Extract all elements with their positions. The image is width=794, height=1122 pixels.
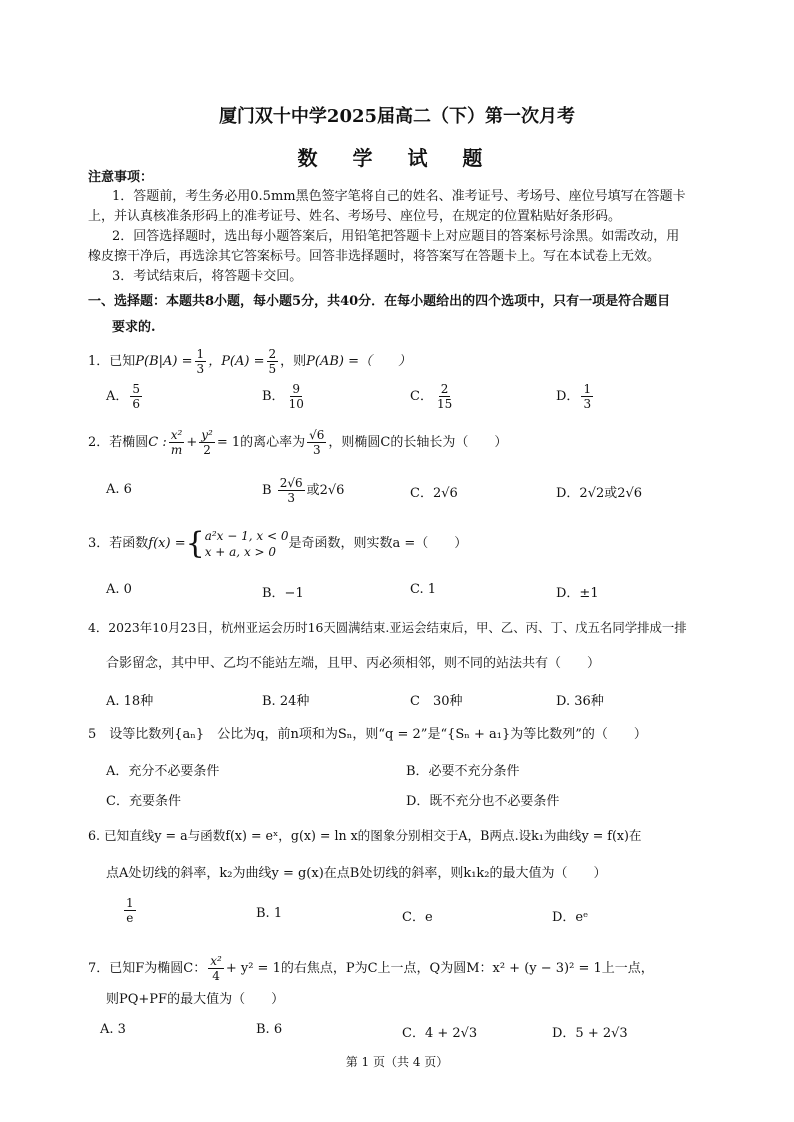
question-4-line1: 4．2023年10月23日，杭州亚运会历时16天圆满结束.亚运会结束后，甲、乙、丙、丁、戊五名同学排成一排 [88,620,687,635]
q2-frac-e: $\frac{√6}{3}$ [309,428,325,457]
section1-line1: 一、选择题：本题共8小题，每小题5分，共40分．在每小题给出的四个选项中，只有一项是符合题目 [88,294,671,309]
q3-option-d: D．±1 [556,586,599,601]
q7-option-b: B. 6 [256,1022,283,1037]
q1-cond2: ，P(A) = [208,354,265,369]
question-5: 5 设等比数列{aₙ} 公比为q，前n项和为Sₙ，则“q = 2”是“{Sₙ + a₁}为等比数列”的（ ） [88,727,647,742]
q7-option-c: C．4 + 2√3 [402,1026,478,1041]
notice-item3: 3．考试结束后，将答题卡交回。 [112,269,303,284]
q1-frac1: $\frac{1}{3}$ [196,347,205,376]
exam-subject: 数 学 试 题 [297,146,497,170]
q2-option-d: D．2√2或2√6 [556,486,643,501]
exam-title: 厦门双十中学2025届高二（下）第一次月考 [218,106,576,127]
q4-option-b: B. 24种 [262,694,310,709]
q5-option-a: A．充分不必要条件 [106,764,220,779]
q2-option-c: C．2√6 [410,486,458,501]
page-footer: 第 1 页（共 4 页） [345,1055,449,1069]
q1-cond1: P(B|A) = [135,354,193,369]
q3-option-a: A. 0 [106,582,132,597]
q6-option-a: $\frac{1}{e}$ [126,896,134,925]
q7-option-d: D．5 + 2√3 [552,1026,628,1041]
q7-option-a: A. 3 [100,1022,126,1037]
q1-option-d: D． $\frac{1}{3}$ [556,382,592,411]
q1-pre: 已知 [109,354,136,369]
q2-option-b: B $\frac{2√6}{3}$ 或2√6 [262,476,345,505]
question-7-line2: 则PQ+PF的最大值为（ ） [106,992,285,1007]
q1-option-c: C． $\frac{2}{15}$ [410,382,453,411]
q3-piecewise: a²x − 1, x < 0 x + a, x > 0 [204,529,289,559]
notice-item2b: 橡皮擦干净后，再选涂其它答案标号。回答非选择题时，将答案写在答题卡上。写在本试卷上无效。 [88,249,661,264]
q5-option-c: C．充要条件 [106,794,181,809]
q1-frac2: $\frac{2}{5}$ [268,347,277,376]
q2-frac-x: $\frac{\text{x²}}{m}$ [170,428,183,457]
q5-option-d: D．既不充分也不必要条件 [406,794,560,809]
q1-post: ，则 [280,354,307,369]
q6-option-d: D．eᵉ [552,910,589,925]
q4-option-a: A. 18种 [106,694,154,709]
notice-item1b: 上，并认真核准条形码上的准考证号、姓名、考场号、座位号，在规定的位置粘贴好条形码。 [88,209,622,224]
q6-option-b: B. 1 [256,906,283,921]
notice-heading: 注意事项： [88,170,154,185]
question-2: 2．若椭圆C : $\frac{\text{x²}}{m}$ + $\frac{\text{y²}}{2}$ = 1的离心率为 $\frac{√6}{3}$ ，则椭圆C的长轴长为（ ） [88,428,508,457]
q2-frac-y: $\frac{\text{y²}}{2}$ [201,428,213,457]
q1-option-a: A． $\frac{5}{6}$ [106,382,141,411]
q4-option-c: C 30种 [410,694,463,709]
q5-option-b: B．必要不充分条件 [406,764,520,779]
question-3: 3．若函数f(x) ={a²x − 1, x < 0 x + a, x > 0是奇函数，则实数a =（ ） [88,526,468,561]
q4-option-d: D. 36种 [556,694,604,709]
q1-option-b: B． $\frac{9}{10}$ [262,382,304,411]
question-6-line2: 点A处切线的斜率，k₂为曲线y = g(x)在点B处切线的斜率，则k₁k₂的最大值为（ ） [106,866,607,881]
q2-option-a: A. 6 [106,482,132,497]
question-1 [88,347,710,376]
notice-item1a: 1．答题前，考生务必用0.5mm黑色签字笔将自己的姓名、准考证号、考场号、座位号填写在答题卡 [112,189,686,204]
q1-num: 1． [88,354,110,369]
question-6-line1: 6. 已知直线y = a与函数f(x) = eˣ，g(x) = ln x的图象分别相交于A，B两点.设k₁为曲线y = f(x)在 [88,828,642,843]
question-7-line1: 7．已知F为椭圆C： $\frac{\text{x²}}{4}$ + y² = 1的右焦点，P为C上一点，Q为圆M：x² + (y − 3)² = 1上一点， [88,954,654,983]
section1-line2: 要求的. [112,320,156,335]
question-4-line2: 合影留念，其中甲、乙均不能站左端，且甲、丙必须相邻，则不同的站法共有（ ） [106,656,601,671]
q1-ask: P(AB) =（ ） [306,354,412,369]
q3-option-b: B．−1 [262,586,304,601]
q3-option-c: C. 1 [410,582,437,597]
notice-item2a: 2．回答选择题时，选出每小题答案后，用铅笔把答题卡上对应题目的答案标号涂黑。如需改动，用 [112,229,680,244]
q6-option-c: C．e [402,910,433,925]
